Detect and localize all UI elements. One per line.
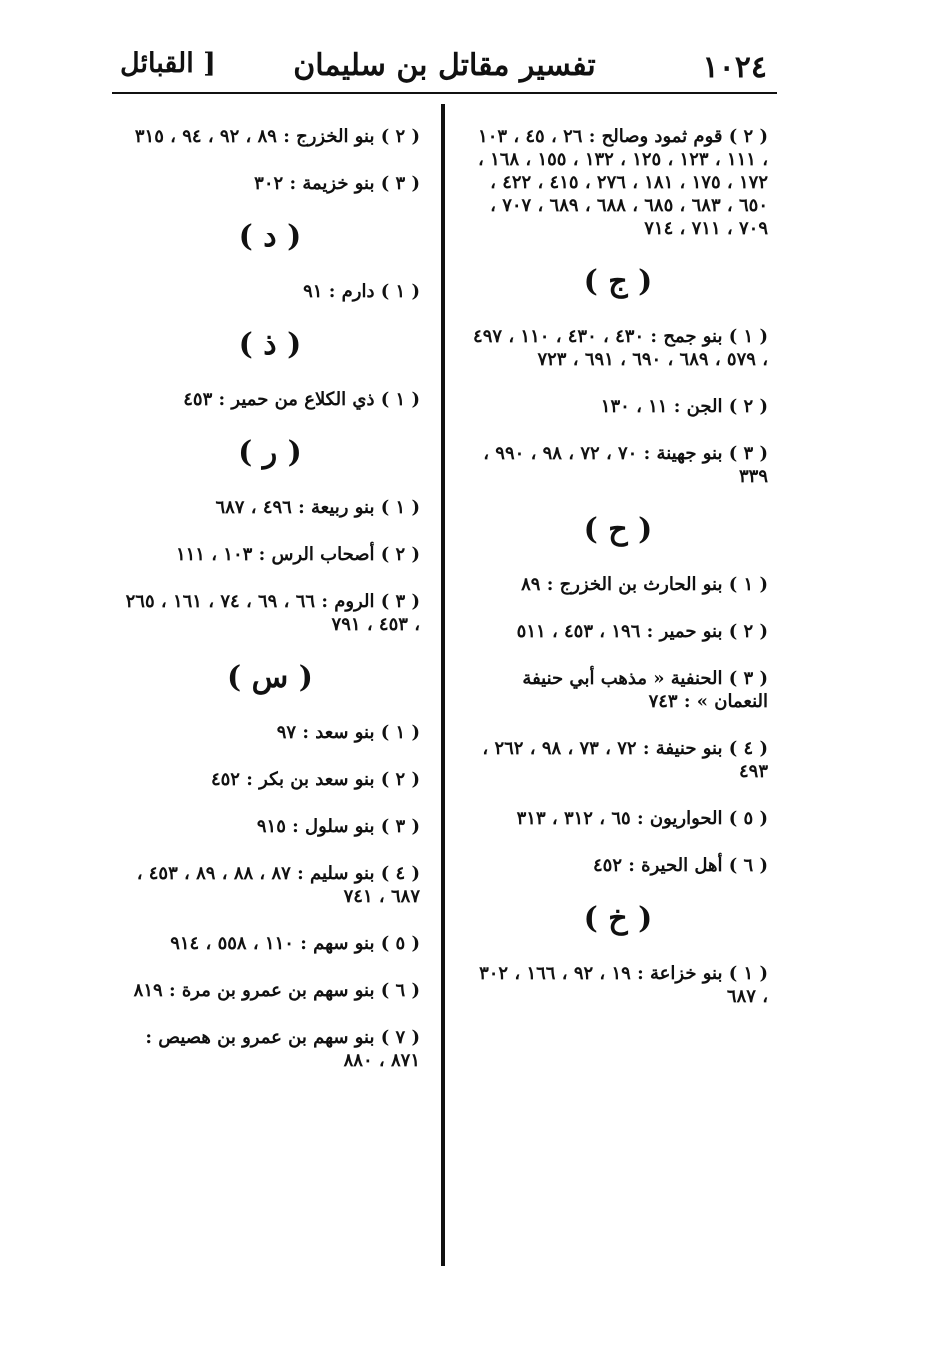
index-entry: ( ٤ ) بنو حنيفة : ٧٢ ، ٧٣ ، ٩٨ ، ٢٦٢ ، ٤٩٣: [482, 738, 768, 782]
index-entry: ( ٢ ) بنو حمير : ١٩٦ ، ٤٥٣ ، ٥١١: [516, 621, 768, 642]
letter-heading: ( ذ ): [238, 327, 302, 362]
index-entry: ( ١ ) بنو ربيعة : ٤٩٦ ، ٦٨٧: [215, 497, 420, 518]
index-entry: ( ٣ ) بنو سلول : ٩١٥: [256, 816, 420, 837]
letter-heading: ( ر ): [238, 435, 302, 470]
index-entry: ( ٢ ) الجن : ١١ ، ١٣٠: [600, 396, 768, 417]
index-entry: ( ٥ ) بنو سهم : ١١٠ ، ٥٥٨ ، ٩١٤: [170, 933, 420, 954]
header-rule: [112, 92, 777, 94]
index-entry: ( ١ ) دارم : ٩١: [303, 281, 420, 302]
index-entry: ( ١ ) بنو جمح : ٤٣٠ ، ٤٣٠ ، ١١٠ ، ٤٩٧ ، ٥٧٩ ، ٦٨٩ ، ٦٩٠ ، ٦٩١ ، ٧٢٣: [473, 326, 768, 370]
index-entry: ( ٧ ) بنو سهم بن عمرو بن هصيص : ٨٧١ ، ٨٨٠: [145, 1027, 420, 1071]
index-entry: ( ٣ ) بنو خزيمة : ٣٠٢: [254, 173, 420, 194]
index-entry: ( ١ ) بنو خزاعة : ١٩ ، ٩٢ ، ١٦٦ ، ٣٠٢ ، ٦٨٧: [479, 963, 768, 1007]
running-title: تفسير مقاتل بن سليمان: [293, 48, 596, 83]
index-entry: ( ٢ ) بنو سعد بن بكر : ٤٥٢: [210, 769, 420, 790]
letter-heading: ( ج ): [583, 264, 653, 299]
index-entry: ( ٢ ) بنو الخزرج : ٨٩ ، ٩٢ ، ٩٤ ، ٣١٥: [134, 126, 420, 147]
section-title: [ القبائل: [120, 48, 216, 79]
left-column: [120, 125, 420, 1096]
page-header: [112, 40, 777, 92]
index-entry: ( ٣ ) الحنفية « مذهب أبي حنيفة النعمان » : ٧٤٣: [522, 668, 768, 712]
index-entry: ( ١ ) ذي الكلاع من حمير : ٤٥٣: [183, 389, 420, 410]
index-entry: ( ٦ ) أهل الحيرة : ٤٥٢: [592, 855, 768, 876]
letter-heading: ( خ ): [583, 901, 653, 936]
index-entry: ( ٥ ) الحواريون : ٦٥ ، ٣١٢ ، ٣١٣: [516, 808, 768, 829]
index-entry: ( ١ ) بنو الحارث بن الخزرج : ٨٩: [521, 574, 768, 595]
index-entry: ( ٦ ) بنو سهم بن عمرو بن مرة : ٨١٩: [133, 980, 420, 1001]
index-entry: ( ٣ ) الروم : ٦٦ ، ٦٩ ، ٧٤ ، ١٦١ ، ٢٦٥ ، ٤٥٣ ، ٧٩١: [125, 591, 420, 635]
page-number: ١٠٢٤: [702, 50, 767, 85]
index-entry: ( ٣ ) بنو جهينة : ٧٠ ، ٧٢ ، ٩٨ ، ٩٩٠ ، ٣٣٩: [483, 443, 768, 487]
index-entry: ( ٢ ) قوم ثمود وصالح : ٢٦ ، ٤٥ ، ١٠٣ ، ١١١ ، ١٢٣ ، ١٢٥ ، ١٣٢ ، ١٥٥ ، ١٦٨ ، ١٧٢ ، ١٧٥ ، ١٨١ ، ٢٧٦ ، ٤١٥ ، ٤٢٢ ، ٦٥٠ ، ٦٨٣ ، ٦٨٥ ، ٦٨٨ ، ٦٨٩ ، ٧٠٧ ، ٧٠٩ ، ٧١١ ، ٧١٤: [478, 126, 768, 239]
right-column: [468, 125, 768, 1032]
index-entry: ( ٢ ) أصحاب الرس : ١٠٣ ، ١١١: [175, 544, 420, 565]
letter-heading: ( ح ): [583, 512, 653, 547]
letter-heading: ( د ): [238, 219, 302, 254]
index-entry: ( ٤ ) بنو سليم : ٨٧ ، ٨٨ ، ٨٩ ، ٤٥٣ ، ٦٨٧ ، ٧٤١: [136, 863, 420, 907]
column-divider: [441, 104, 445, 1266]
letter-heading: ( س ): [227, 660, 313, 695]
index-entry: ( ١ ) بنو سعد : ٩٧: [276, 722, 420, 743]
